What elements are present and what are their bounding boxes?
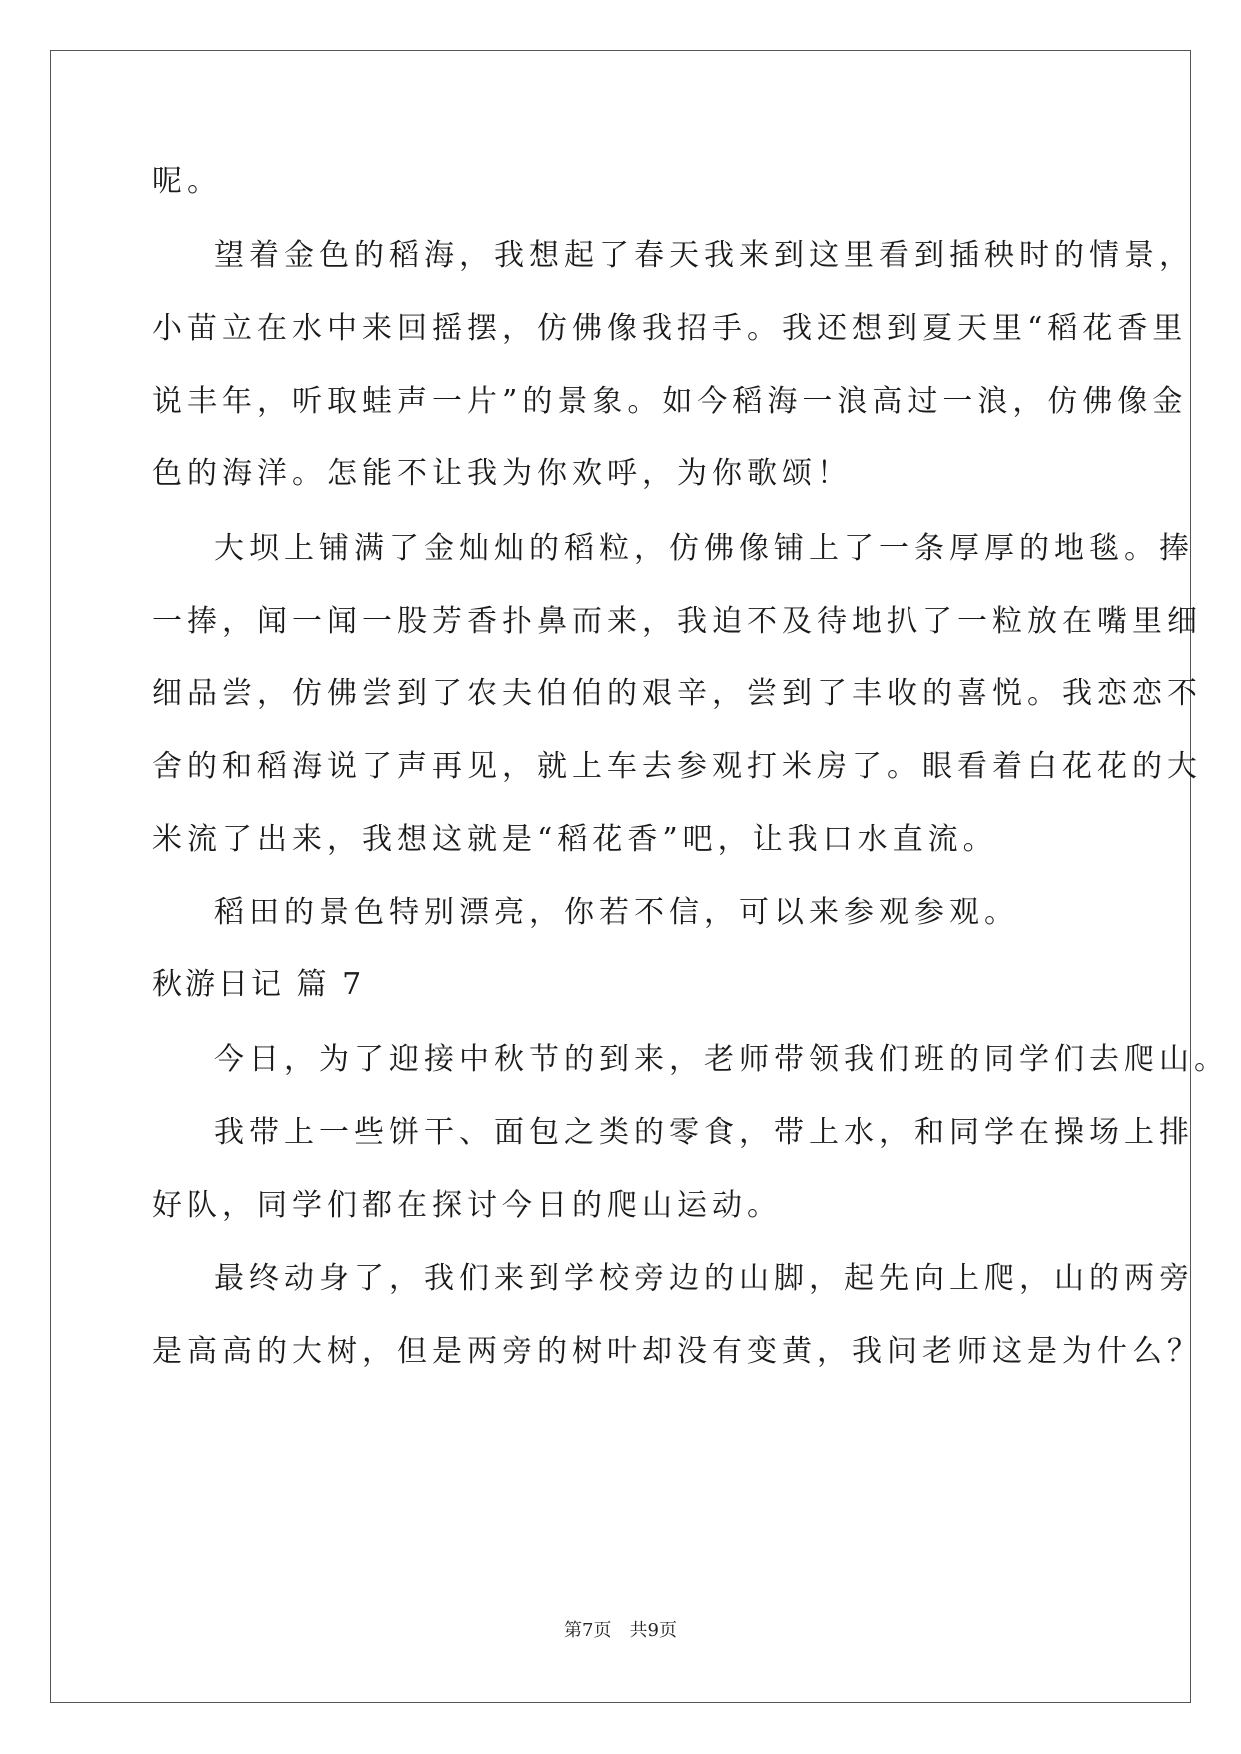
paragraph-line: 米流了出来，我想这就是“稻花香”吧，让我口水直流。 (152, 822, 998, 857)
page-number-footer: 第7页 共9页 (564, 1620, 677, 1641)
paragraph-line: 好队，同学们都在探讨今日的爬山运动。 (152, 1188, 782, 1223)
paragraph-line: 稻田的景色特别漂亮，你若不信，可以来参观参观。 (214, 895, 1019, 930)
paragraph-line: 一捧，闻一闻一股芳香扑鼻而来，我迫不及待地扒了一粒放在嘴里细 (152, 604, 1202, 639)
paragraph-line: 舍的和稻海说了声再见，就上车去参观打米房了。眼看着白花花的大 (152, 749, 1202, 784)
paragraph-line: 最终动身了，我们来到学校旁边的山脚，起先向上爬，山的两旁 (214, 1261, 1194, 1296)
section-heading: 秋游日记 篇 7 (152, 967, 365, 1002)
page-border (50, 50, 1191, 1703)
paragraph-line: 说丰年，听取蛙声一片”的景象。如今稻海一浪高过一浪，仿佛像金 (152, 384, 1188, 419)
paragraph-line: 我带上一些饼干、面包之类的零食，带上水，和同学在操场上排 (214, 1115, 1194, 1150)
paragraph-line: 望着金色的稻海，我想起了春天我来到这里看到插秧时的情景， (214, 238, 1194, 273)
paragraph-line: 今日，为了迎接中秋节的到来，老师带领我们班的同学们去爬山。 (214, 1042, 1229, 1077)
paragraph-line: 色的海洋。怎能不让我为你欢呼，为你歌颂！ (152, 456, 852, 491)
paragraph-line: 小苗立在水中来回摇摆，仿佛像我招手。我还想到夏天里“稻花香里 (152, 311, 1188, 346)
paragraph-line: 大坝上铺满了金灿灿的稻粒，仿佛像铺上了一条厚厚的地毯。捧 (214, 531, 1194, 566)
paragraph-line: 呢。 (152, 164, 222, 199)
paragraph-line: 是高高的大树，但是两旁的树叶却没有变黄，我问老师这是为什么？ (152, 1334, 1202, 1369)
paragraph-line: 细品尝，仿佛尝到了农夫伯伯的艰辛，尝到了丰收的喜悦。我恋恋不 (152, 676, 1202, 711)
